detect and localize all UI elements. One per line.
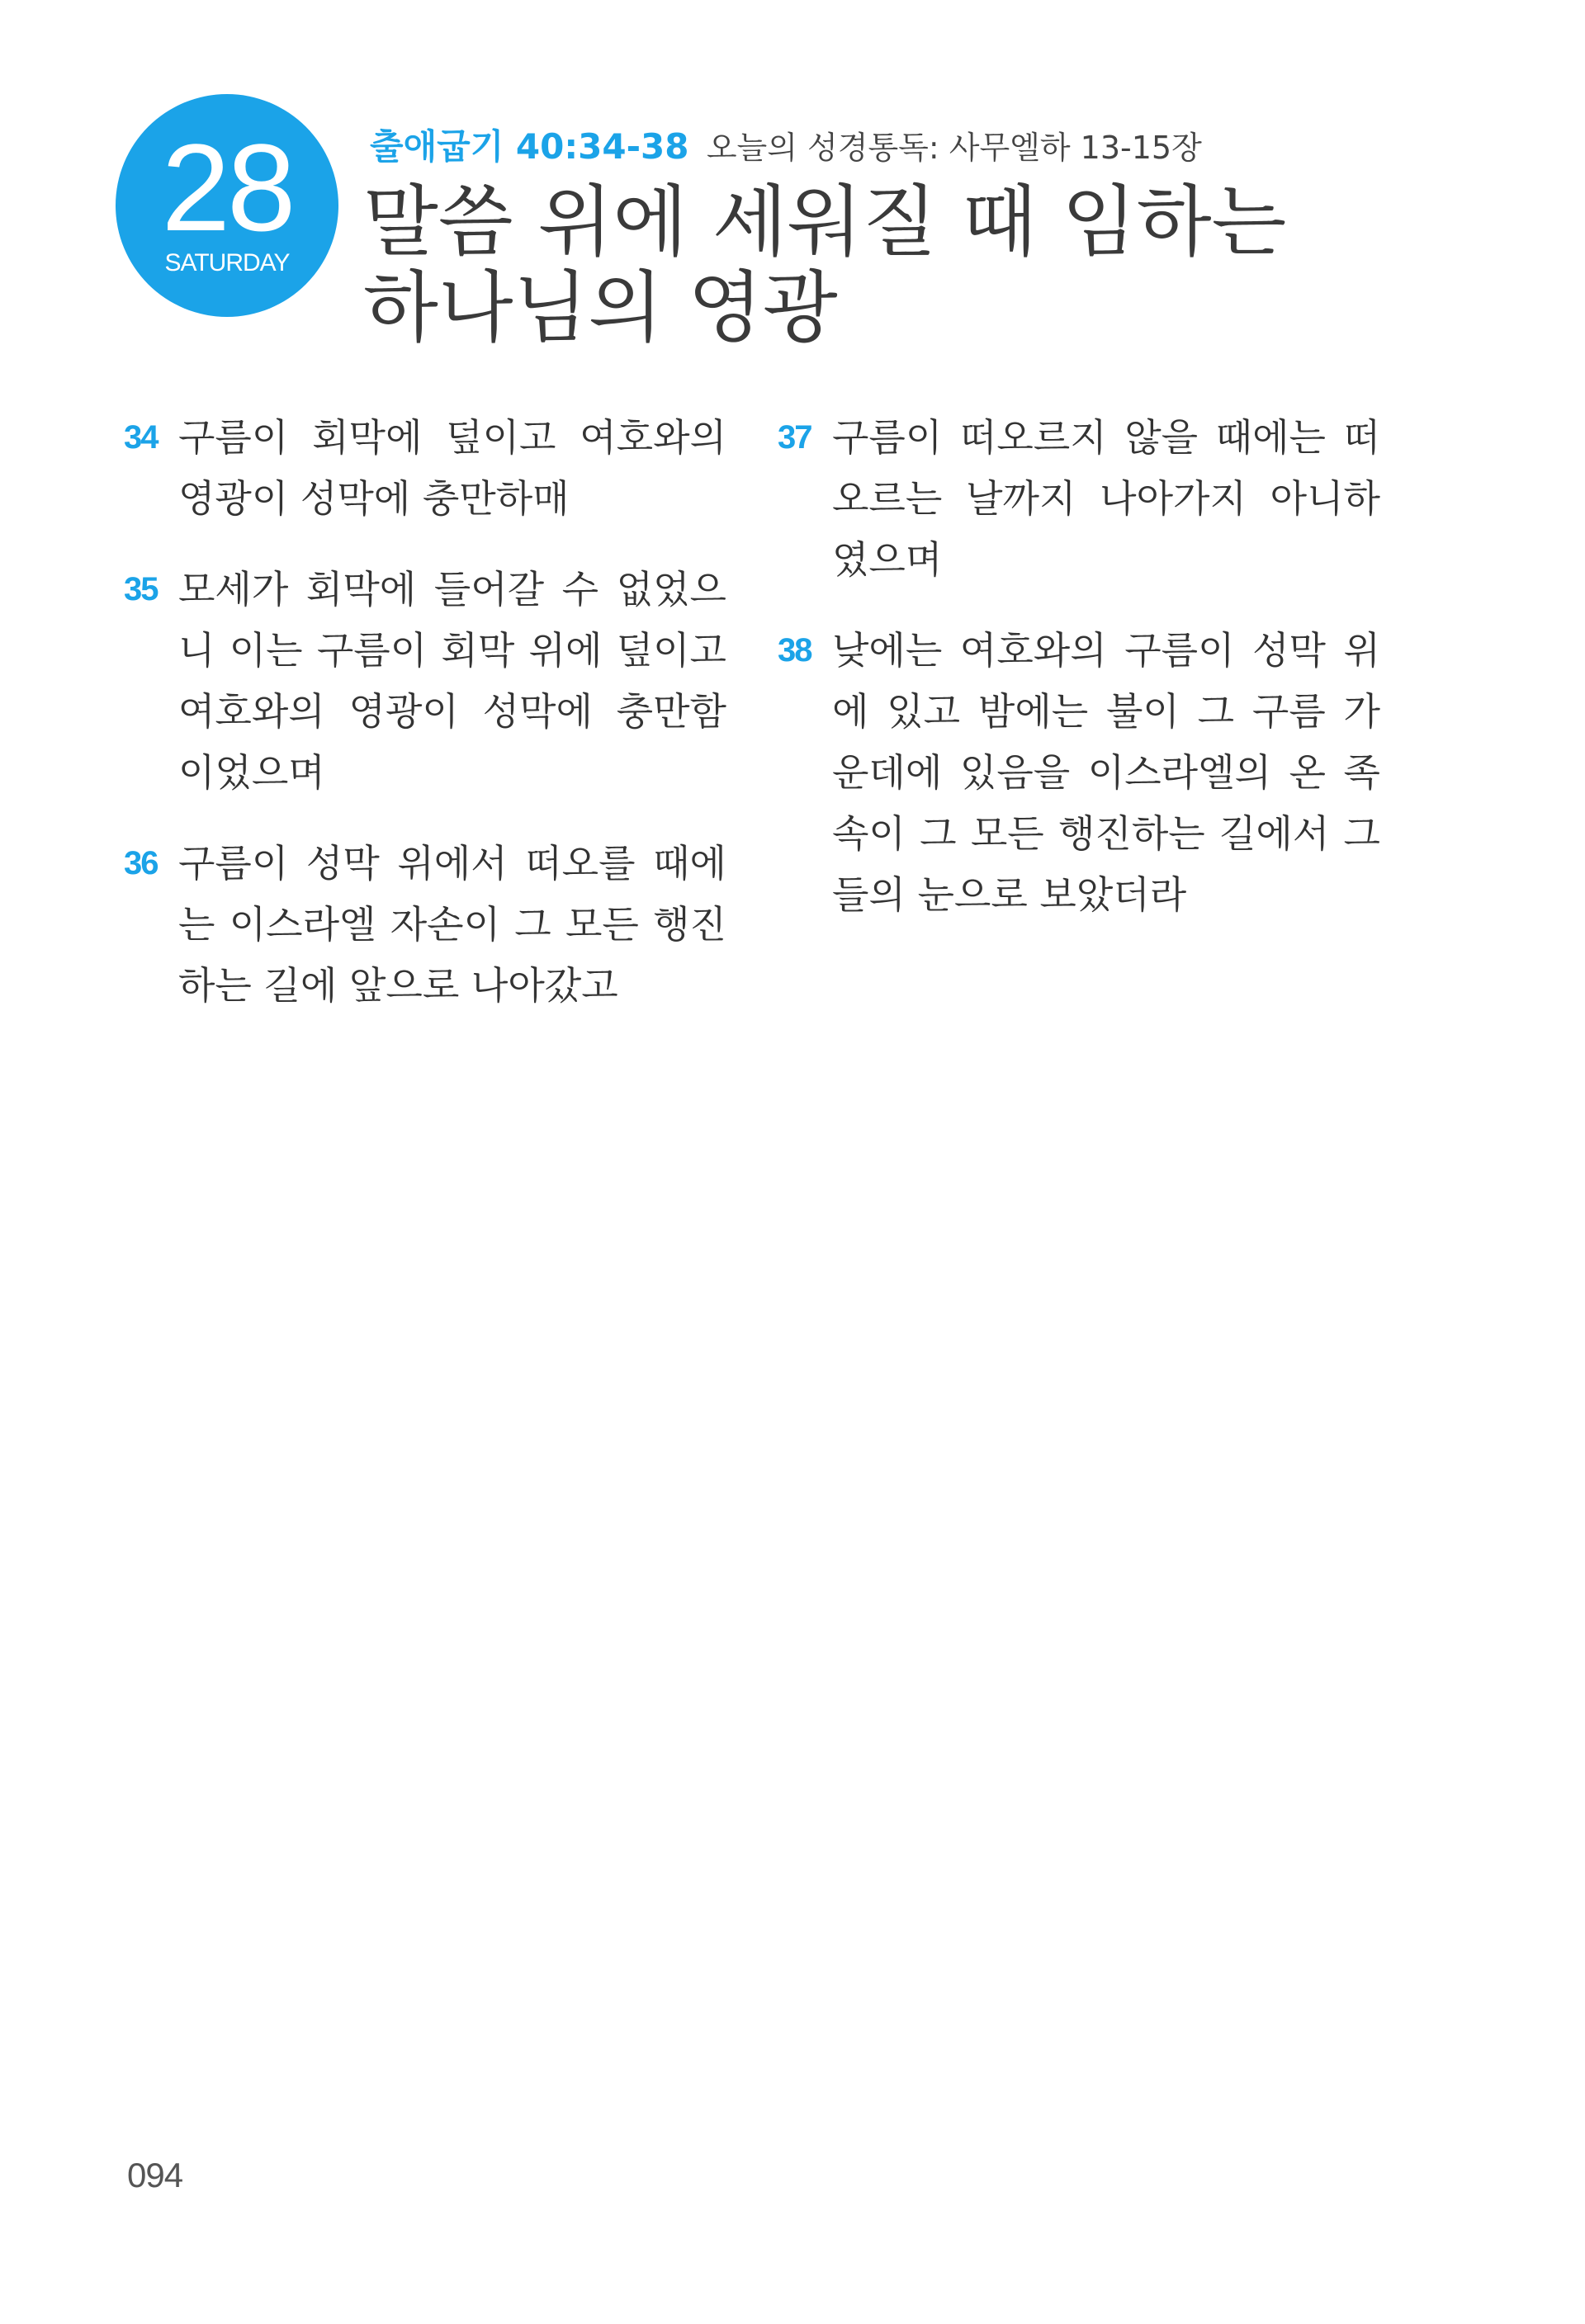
verse-37 bbox=[778, 407, 1380, 590]
date-badge bbox=[116, 94, 338, 317]
verse-34 bbox=[124, 407, 726, 529]
verse-text-line: 에 있고 밤에는 불이 그 구름 가 bbox=[832, 689, 1380, 734]
passage-reference: 출애굽기 40:34-38 bbox=[370, 126, 689, 167]
day-number: 28 bbox=[161, 118, 293, 257]
verse-number: 36 bbox=[124, 845, 158, 881]
verse-text-line: 구름이 성막 위에서 떠오를 때에 bbox=[178, 841, 726, 886]
verse-text-line: 운데에 있음을 이스라엘의 온 족 bbox=[832, 750, 1380, 795]
verses-right-column bbox=[778, 407, 1380, 955]
verse-number: 37 bbox=[778, 419, 811, 456]
verse-text-line: 오르는 날까지 나아가지 아니하 bbox=[832, 476, 1380, 521]
verse-number: 34 bbox=[124, 419, 158, 456]
verse-35 bbox=[124, 559, 726, 803]
verse-text-line: 하는 길에 앞으로 나아갔고 bbox=[178, 963, 618, 1008]
title-line: 말씀 위에 세워질 때 임하는 bbox=[363, 177, 1287, 267]
verse-text-line: 속이 그 모든 행진하는 길에서 그 bbox=[832, 811, 1380, 856]
verse-number: 38 bbox=[778, 632, 811, 668]
title-line: 하나님의 영광 bbox=[363, 263, 838, 353]
verse-text-line: 였으며 bbox=[832, 537, 943, 582]
verse-text-line: 낮에는 여호와의 구름이 성막 위 bbox=[832, 628, 1380, 673]
weekday-label: SATURDAY bbox=[164, 249, 290, 276]
verse-text-line: 구름이 떠오르지 않을 때에는 떠 bbox=[832, 415, 1380, 460]
scripture-reference bbox=[370, 124, 1202, 171]
daily-reading: 오늘의 성경통독: 사무엘하 13-15장 bbox=[706, 130, 1202, 166]
verse-text-line: 는 이스라엘 자손이 그 모든 행진 bbox=[178, 902, 726, 947]
verse-text-line: 니 이는 구름이 회막 위에 덮이고 bbox=[178, 628, 726, 673]
verse-number: 35 bbox=[124, 571, 158, 607]
verse-text-line: 들의 눈으로 보았더라 bbox=[832, 872, 1187, 917]
verse-text-line: 영광이 성막에 충만하매 bbox=[178, 476, 570, 521]
verse-text-line: 이었으며 bbox=[178, 750, 325, 795]
verse-text-line: 구름이 회막에 덮이고 여호와의 bbox=[178, 415, 726, 460]
verse-text-line: 여호와의 영광이 성막에 충만함 bbox=[178, 689, 726, 734]
verse-36 bbox=[124, 833, 726, 1016]
verse-text-line: 모세가 회막에 들어갈 수 없었으 bbox=[178, 567, 726, 612]
page-number: 094 bbox=[127, 2156, 183, 2194]
page-title bbox=[363, 177, 1287, 353]
verses-left-column bbox=[124, 407, 726, 1046]
verse-38 bbox=[778, 620, 1380, 925]
